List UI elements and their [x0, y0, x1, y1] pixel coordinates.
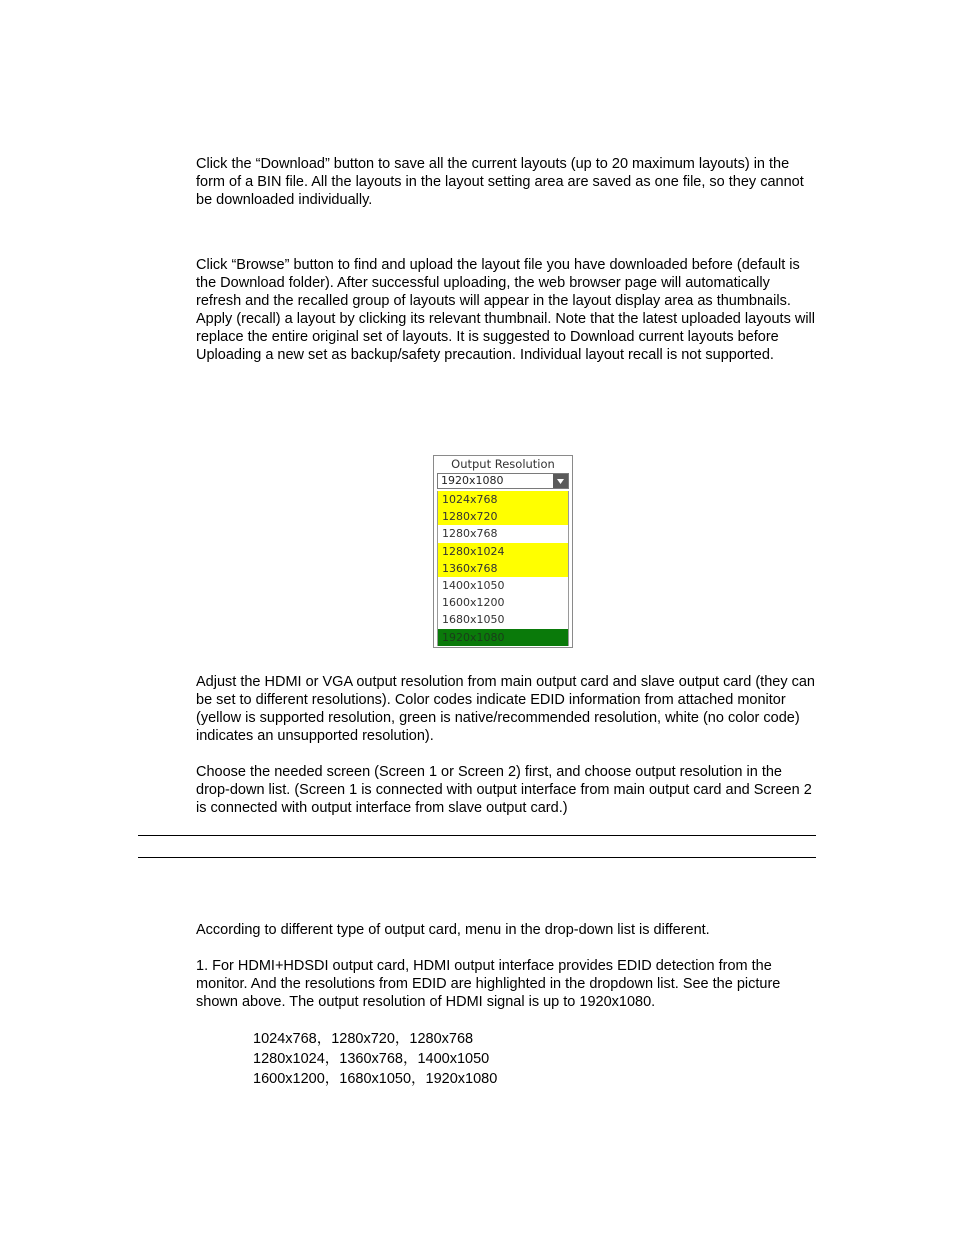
output-resolution-dropdown-image: [433, 455, 573, 648]
browse-paragraph: Click “Browse” button to find and upload the layout file you have downloaded before (default is the Download folder). After successful uploading, the web browser page will automatically refresh and the recalled group of layouts will appear in the layout display area as thumbnails. Apply (recall) a layout by clicking its relevant thumbnail. Note that the latest uploaded layouts will replace the entire original set of layouts. It is suggested to Download current layouts before Uploading a new set as backup/safety precaution. Individual layout recall is not supported.: [196, 257, 815, 363]
output-resolution-title: Output Resolution: [451, 457, 555, 471]
resolution-option[interactable]: 1400x1050: [438, 577, 568, 594]
resolution-list-line: 1600x1200，1680x1050，1920x1080: [253, 1071, 498, 1087]
resolution-option[interactable]: 1680x1050: [438, 611, 568, 628]
output-resolution-selected-value: 1920x1080: [441, 474, 504, 487]
hdmi-hdsdi-paragraph: 1. For HDMI+HDSDI output card, HDMI output interface provides EDID detection from the monitor. And the resolutions from EDID are highlighted in the dropdown list. See the picture shown above. The output resolution of HDMI signal is up to 1920x1080.: [196, 958, 781, 1010]
choose-screen-paragraph: Choose the needed screen (Screen 1 or Screen 2) first, and choose output resolution in the drop-down list. (Screen 1 is connected with output interface from main output card and Screen 2 is connected with output interface from slave output card.): [196, 764, 812, 816]
resolution-list-line: 1280x1024，1360x768，1400x1050: [253, 1051, 490, 1067]
download-paragraph: Click the “Download” button to save all the current layouts (up to 20 maximum layouts) in the form of a BIN file. All the layouts in the layout setting area are saved as one file, so they cannot be downloaded individually.: [196, 156, 804, 208]
horizontal-rule: [138, 857, 816, 858]
resolution-option[interactable]: 1360x768: [438, 560, 568, 577]
resolution-option[interactable]: 1280x720: [438, 508, 568, 525]
adjust-resolution-paragraph: Adjust the HDMI or VGA output resolution from main output card and slave output card (they can be set to different resolutions). Color codes indicate EDID information from attached monitor (yellow is supported resolution, green is native/recommended resolution, white (no color code) indicates an unsupported resolution).: [196, 674, 815, 744]
triangle-down-icon[interactable]: [553, 474, 568, 488]
output-card-paragraph: According to different type of output card, menu in the drop-down list is different.: [196, 922, 710, 938]
resolution-list-line: 1024x768，1280x720，1280x768: [253, 1031, 474, 1047]
horizontal-rule: [138, 835, 816, 836]
resolution-option[interactable]: 1280x1024: [438, 543, 568, 560]
output-resolution-select[interactable]: [437, 473, 569, 489]
output-resolution-options-list: [437, 491, 569, 646]
resolution-option[interactable]: 1600x1200: [438, 594, 568, 611]
resolution-option[interactable]: 1920x1080: [438, 629, 568, 646]
resolution-option[interactable]: 1024x768: [438, 491, 568, 508]
resolution-option[interactable]: 1280x768: [438, 525, 568, 542]
